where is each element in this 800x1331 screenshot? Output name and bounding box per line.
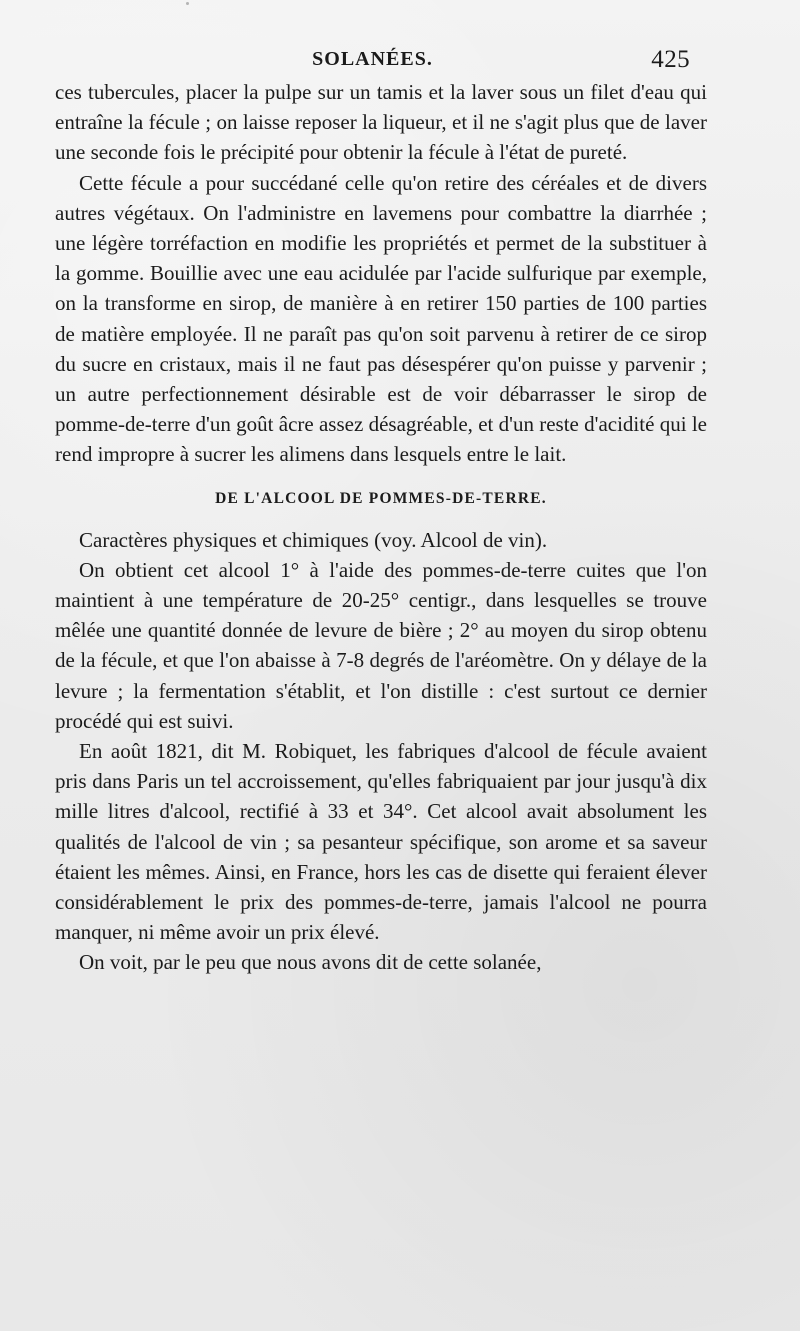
- page-header: [55, 40, 690, 80]
- page-number: 425: [651, 46, 690, 73]
- running-head: SOLANÉES.: [312, 48, 433, 70]
- section-heading: DE L'ALCOOL DE POMMES-DE-TERRE.: [215, 489, 547, 507]
- section-paragraph-1: Caractères physiques et chimiques (voy. Alcool de vin).: [79, 527, 548, 552]
- body-paragraph-1: ces tubercules, placer la pulpe sur un tamis et la laver sous un filet d'eau qui entraîne la fécule ; on laisse reposer la liqueur, et il ne s'agit plus que de laver une seconde fois le précipité pour obtenir la fécule à l'état de pureté.: [55, 80, 707, 165]
- body-paragraph-2: Cette fécule a pour succédané celle qu'on retire des céréales et de divers autres végétaux. On l'administre en lavemens pour combattre la diarrhée ; une légère torréfaction en modifie les propriétés et permet de la substituer à la gomme. Bouillie avec une eau acidulée par l'acide sulfurique par exemple, on la transforme en sirop, de manière à en retirer 150 parties de 100 parties de matière employée. Il ne paraît pas qu'on soit parvenu à retirer de ce sirop du sucre en cristaux, mais il ne faut pas désespérer qu'on puisse y parvenir ; un autre perfectionnement désirable est de voir débarrasser le sirop de pomme-de-terre d'un goût âcre assez désagréable, et d'un reste d'acidité qui le rend impropre à sucrer les alimens dans lesquels entre le lait.: [55, 170, 707, 467]
- section-paragraph-4: On voit, par le peu que nous avons dit de cette solanée,: [79, 950, 542, 975]
- scan-speck: [186, 2, 189, 5]
- page-body: [55, 77, 707, 978]
- section-paragraph-3: En août 1821, dit M. Robiquet, les fabriques d'alcool de fécule avaient pris dans Paris un tel accroissement, qu'elles fabriquaient par jour jusqu'à dix mille litres d'alcool, rectifié à 33 et 34°. Cet alcool avait absolument les qualités de l'alcool de vin ; sa pesanteur spécifique, son arome et sa saveur étaient les mêmes. Ainsi, en France, hors les cas de disette qui feraient élever considérablement le prix des pommes-de-terre, jamais l'alcool ne pourra manquer, ni même avoir un prix élevé.: [55, 739, 707, 945]
- section-paragraph-2: On obtient cet alcool 1° à l'aide des pommes-de-terre cuites que l'on maintient à une température de 20-25° centigr., dans lesquelles se trouve mêlée une quantité donnée de levure de bière ; 2° au moyen du sirop obtenu de la fécule, et que l'on abaisse à 7-8 degrés de l'aréomètre. On y délaye de la levure ; la fermentation s'établit, et l'on distille : c'est surtout ce dernier procédé qui est suivi.: [55, 557, 707, 733]
